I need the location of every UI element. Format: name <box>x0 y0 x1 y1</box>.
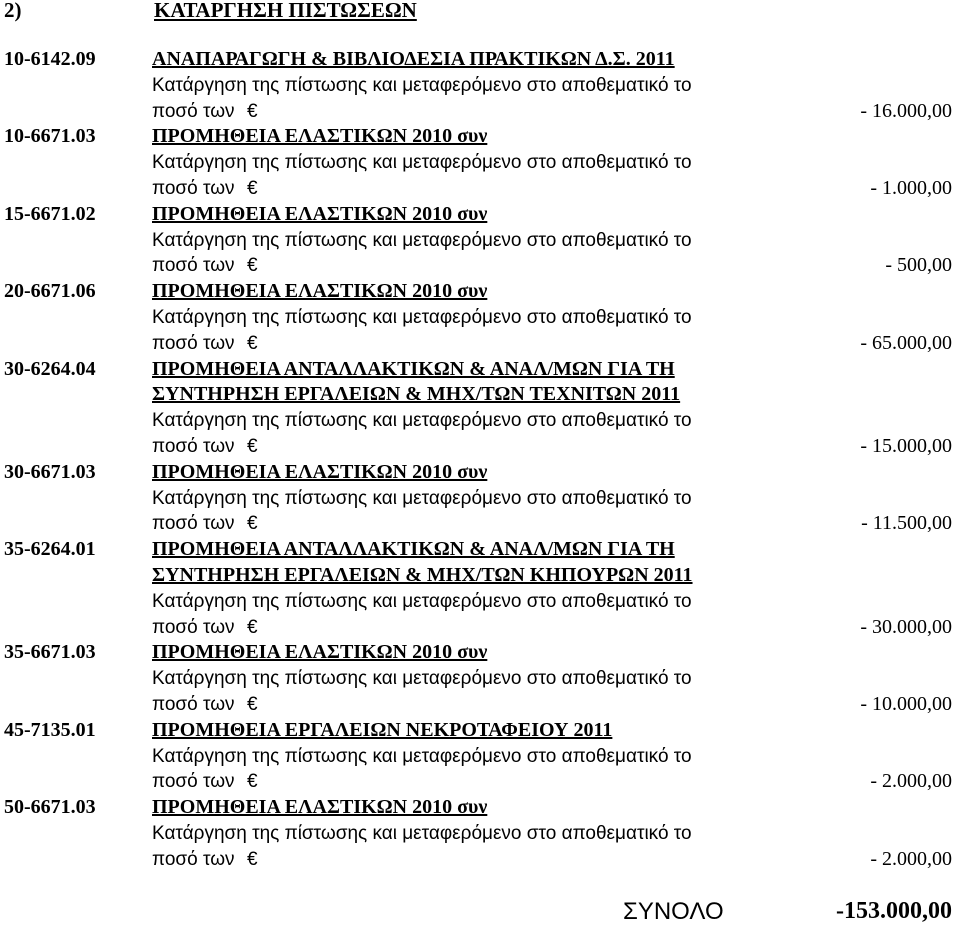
entry-description: Κατάργηση της πίστωσης και μεταφερόμενο στο αποθεματικό το <box>152 152 692 174</box>
budget-entry <box>0 537 960 640</box>
amount-label: ποσό των <box>152 616 235 638</box>
section-number: 2) <box>4 0 22 22</box>
entry-amount: - 16.000,00 <box>860 99 952 122</box>
entry-description: Κατάργηση της πίστωσης και μεταφερόμενο στο αποθεματικό το <box>152 229 692 251</box>
entry-title-row <box>0 460 960 486</box>
entry-amount: - 30.000,00 <box>860 615 952 638</box>
budget-entry <box>0 202 960 279</box>
amount-label: ποσό των <box>152 100 235 122</box>
entry-title-row <box>0 718 960 744</box>
entry-title-row <box>0 640 960 666</box>
euro-sign: € <box>247 435 258 457</box>
euro-sign: € <box>247 177 258 199</box>
entry-title: ΠΡΟΜΗΘΕΙΑ ΕΛΑΣΤΙΚΩΝ 2010 συν <box>152 641 488 664</box>
entry-amount-row <box>0 692 960 718</box>
amount-label: ποσό των <box>152 771 235 793</box>
entry-description-row <box>0 228 960 254</box>
entry-title: ΠΡΟΜΗΘΕΙΑ ΕΛΑΣΤΙΚΩΝ 2010 συν <box>152 280 488 303</box>
entry-amount-row <box>0 434 960 460</box>
entry-amount: - 2.000,00 <box>870 770 952 793</box>
entry-amount: - 15.000,00 <box>860 434 952 457</box>
entry-description: Κατάργηση της πίστωσης και μεταφερόμενο στο αποθεματικό το <box>152 745 692 767</box>
entry-description: Κατάργηση της πίστωσης και μεταφερόμενο στο αποθεματικό το <box>152 410 692 432</box>
entry-title-row <box>0 357 960 383</box>
entry-description-row <box>0 821 960 847</box>
account-code: 45-7135.01 <box>4 718 96 741</box>
account-code: 35-6671.03 <box>4 641 96 664</box>
euro-sign: € <box>247 332 258 354</box>
entry-amount-row <box>0 847 960 873</box>
entry-title: ΠΡΟΜΗΘΕΙΑ ΕΛΑΣΤΙΚΩΝ 2010 συν <box>152 202 488 225</box>
entry-title-row <box>0 563 960 589</box>
entry-description-row <box>0 744 960 770</box>
entry-description-row <box>0 408 960 434</box>
entry-amount: - 1.000,00 <box>870 176 952 199</box>
entry-title: ΠΡΟΜΗΘΕΙΑ ΑΝΤΑΛΛΑΚΤΙΚΩΝ & ΑΝΑΛ/ΜΩΝ ΓΙΑ ΤΗ <box>152 538 675 561</box>
amount-label: ποσό των <box>152 332 235 354</box>
euro-sign: € <box>247 848 258 870</box>
account-code: 30-6671.03 <box>4 460 96 483</box>
entry-amount-row <box>0 331 960 357</box>
euro-sign: € <box>247 513 258 535</box>
entry-description-row <box>0 305 960 331</box>
budget-entry <box>0 795 960 872</box>
entry-title-row <box>0 537 960 563</box>
entries-list <box>0 47 960 873</box>
entry-title-row <box>0 279 960 305</box>
entry-title: ΑΝΑΠΑΡΑΓΩΓΗ & ΒΙΒΛΙΟΔΕΣΙΑ ΠΡΑΚΤΙΚΩΝ Δ.Σ. 2011 <box>152 48 675 70</box>
euro-sign: € <box>247 100 258 122</box>
entry-amount: - 2.000,00 <box>870 847 952 870</box>
total-value: -153.000,00 <box>836 898 952 924</box>
amount-label: ποσό των <box>152 255 235 277</box>
section-heading <box>4 0 417 23</box>
amount-label: ποσό των <box>152 693 235 715</box>
entry-title: ΣΥΝΤΗΡΗΣΗ ΕΡΓΑΛΕΙΩΝ & ΜΗΧ/ΤΩΝ ΚΗΠΟΥΡΩΝ 2011 <box>152 563 693 586</box>
entry-description: Κατάργηση της πίστωσης και μεταφερόμενο στο αποθεματικό το <box>152 74 692 96</box>
entry-amount-row <box>0 769 960 795</box>
entry-amount-row <box>0 99 960 125</box>
entry-amount-row <box>0 615 960 641</box>
entry-amount: - 500,00 <box>885 254 952 277</box>
entry-title-row <box>0 795 960 821</box>
entry-description: Κατάργηση της πίστωσης και μεταφερόμενο στο αποθεματικό το <box>152 668 692 690</box>
account-code: 10-6142.09 <box>4 48 96 70</box>
total-label: ΣΥΝΟΛΟ <box>623 898 724 925</box>
entry-amount-row <box>0 176 960 202</box>
amount-label: ποσό των <box>152 435 235 457</box>
euro-sign: € <box>247 255 258 277</box>
entry-description: Κατάργηση της πίστωσης και μεταφερόμενο στο αποθεματικό το <box>152 822 692 844</box>
entry-description-row <box>0 589 960 615</box>
entry-title-row <box>0 202 960 228</box>
euro-sign: € <box>247 616 258 638</box>
amount-label: ποσό των <box>152 177 235 199</box>
account-code: 30-6264.04 <box>4 357 96 380</box>
budget-entry <box>0 357 960 460</box>
entry-title: ΠΡΟΜΗΘΕΙΑ ΕΛΑΣΤΙΚΩΝ 2010 συν <box>152 460 488 483</box>
entry-title: ΠΡΟΜΗΘΕΙΑ ΕΛΑΣΤΙΚΩΝ 2010 συν <box>152 125 488 148</box>
amount-label: ποσό των <box>152 513 235 535</box>
budget-entry <box>0 124 960 201</box>
budget-entry <box>0 640 960 717</box>
entry-description: Κατάργηση της πίστωσης και μεταφερόμενο στο αποθεματικό το <box>152 590 692 612</box>
entry-description-row <box>0 150 960 176</box>
entry-title: ΣΥΝΤΗΡΗΣΗ ΕΡΓΑΛΕΙΩΝ & ΜΗΧ/ΤΩΝ ΤΕΧΝΙΤΩΝ 2011 <box>152 383 681 406</box>
entry-amount-row <box>0 511 960 537</box>
entry-title: ΠΡΟΜΗΘΕΙΑ ΕΡΓΑΛΕΙΩΝ ΝΕΚΡΟΤΑΦΕΙΟΥ 2011 <box>152 718 613 741</box>
section-title: ΚΑΤΑΡΓΗΣΗ ΠΙΣΤΩΣΕΩΝ <box>154 0 417 22</box>
euro-sign: € <box>247 771 258 793</box>
budget-entry <box>0 460 960 537</box>
entry-description-row <box>0 486 960 512</box>
entry-description: Κατάργηση της πίστωσης και μεταφερόμενο στο αποθεματικό το <box>152 487 692 509</box>
entry-description: Κατάργηση της πίστωσης και μεταφερόμενο στο αποθεματικό το <box>152 306 692 328</box>
total-row <box>0 898 960 928</box>
entry-description-row <box>0 73 960 99</box>
entry-amount-row <box>0 253 960 279</box>
entry-description-row <box>0 666 960 692</box>
entry-amount: - 10.000,00 <box>860 692 952 715</box>
euro-sign: € <box>247 693 258 715</box>
account-code: 50-6671.03 <box>4 796 96 819</box>
entry-title: ΠΡΟΜΗΘΕΙΑ ΕΛΑΣΤΙΚΩΝ 2010 συν <box>152 796 488 819</box>
account-code: 35-6264.01 <box>4 538 96 561</box>
entry-amount: - 65.000,00 <box>860 331 952 354</box>
entry-amount: - 11.500,00 <box>861 512 952 535</box>
amount-label: ποσό των <box>152 848 235 870</box>
budget-entry <box>0 279 960 356</box>
entry-title-row <box>0 382 960 408</box>
entry-title-row <box>0 47 960 73</box>
account-code: 20-6671.06 <box>4 280 96 303</box>
entry-title: ΠΡΟΜΗΘΕΙΑ ΑΝΤΑΛΛΑΚΤΙΚΩΝ & ΑΝΑΛ/ΜΩΝ ΓΙΑ ΤΗ <box>152 357 675 380</box>
account-code: 15-6671.02 <box>4 202 96 225</box>
account-code: 10-6671.03 <box>4 125 96 148</box>
entry-title-row <box>0 124 960 150</box>
budget-entry <box>0 718 960 795</box>
budget-entry <box>0 47 960 124</box>
